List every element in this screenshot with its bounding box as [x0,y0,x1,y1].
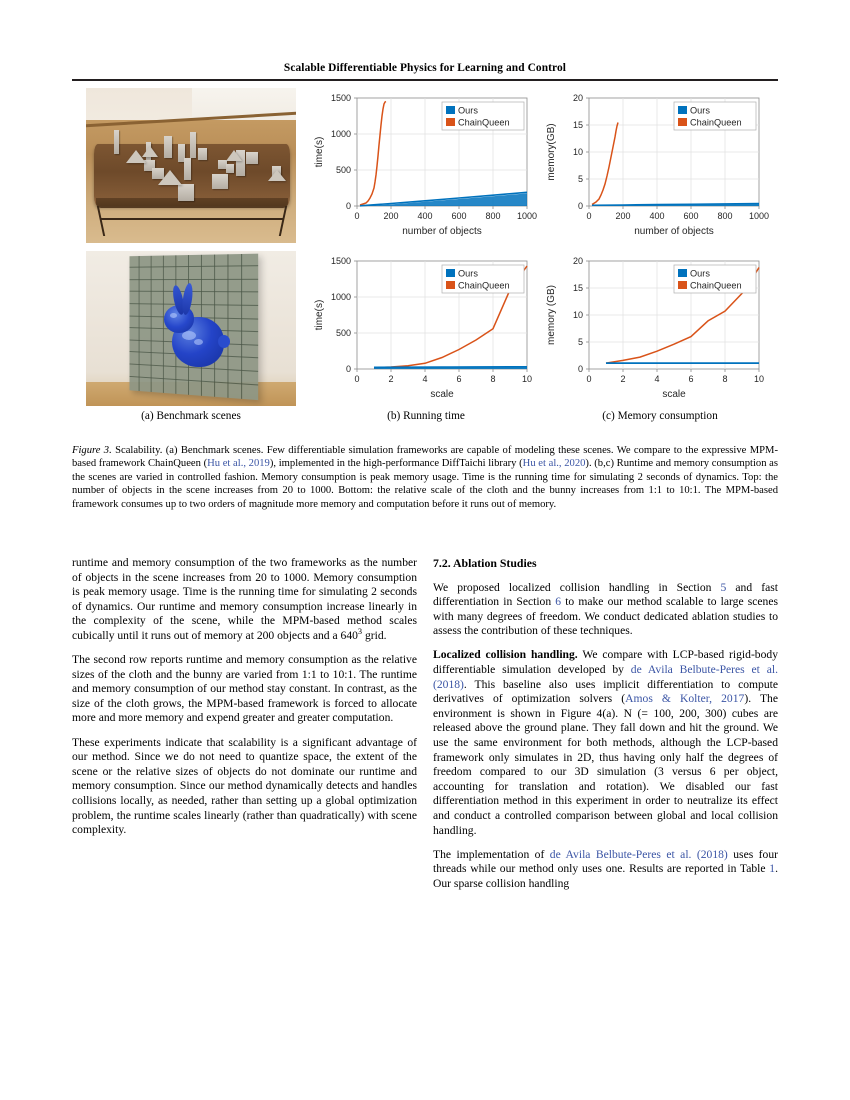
text-c: ). The environment is shown in Figure 4(a). N (= 100, 200, 300) cubes are released above the ground plane. They fall down and hit the ground. We use the same environment for both methods, although the LCP-based framework only simulates in 2D, thus having only half the degrees of freedom compared to our 3D simulation (3 versus 6 per object, accounting for translation and rotation). We disabled our fast differentiation method in this experiment in order to neutralize its effect and conduct a controlled comparison between global and local collision handling. [433,692,778,837]
svg-text:200: 200 [383,211,399,221]
bunny-behind-cloth-scene [86,251,296,406]
series-ours-stroke [374,367,527,368]
svg-text:2: 2 [620,374,626,384]
text-b: uses four threads while our method only uses one. Results are reported in Table [433,847,778,876]
svg-text:1000: 1000 [748,211,770,221]
y-axis-label: time(s) [314,136,325,168]
svg-text:500: 500 [335,165,351,175]
svg-text:0: 0 [345,364,351,374]
x-axis-label: scale [430,389,454,400]
svg-text:10: 10 [572,310,583,320]
citation-hu-2019[interactable]: Hu et al., 2019 [207,458,270,470]
text-c: to make our method scalable to large scenes with many degrees of freedom. We conduct dedicated ablation studies to assess the contribution of these techniques. [433,595,778,638]
svg-text:0: 0 [577,201,583,211]
section-ref-5[interactable]: 5 [720,580,727,594]
paragraph-second-row: The second row reports runtime and memory consumption as the relative sizes of the cloth and the bunny are varied from 1:1 to 10:1. The runtime and memory consumption of our method stay constant. In contrast, as the size of the cloth grows, the MPM-based framework is forced to allocate more and more memory and expend greater and greater computation. [72,653,417,725]
x-axis-label: number of objects [634,226,714,237]
svg-text:0: 0 [354,374,360,384]
scene-block [246,152,258,164]
y-axis-label: memory (GB) [546,285,557,345]
paragraph-implementation [433,848,778,892]
section-ref-6[interactable]: 6 [555,595,562,609]
svg-text:Ours: Ours [690,105,710,116]
paragraph-text-tail: grid. [362,628,387,642]
citation-belbute-peres-2018[interactable]: de Avila Belbute-Peres et al. (2018) [433,663,778,691]
subcaption-c: (c) Memory consumption [602,410,718,422]
svg-text:600: 600 [683,211,699,221]
svg-text:1000: 1000 [330,292,351,302]
svg-text:8: 8 [722,374,728,384]
legend [442,102,524,130]
text-b: . This baseline also uses implicit differentiation to compute derivatives of optimization solvers ( [433,677,778,706]
svg-text:800: 800 [717,211,733,221]
svg-text:0: 0 [586,374,592,384]
svg-text:600: 600 [451,211,467,221]
svg-text:20: 20 [572,256,583,266]
x-axis-label: number of objects [402,226,482,237]
svg-text:1000: 1000 [330,129,351,139]
header-rule [72,79,778,81]
svg-text:0: 0 [354,211,360,221]
caption-part-1: Scalability. (a) Benchmark scenes. Few differentiable simulation frameworks are capable of modeling these scenes. We compare to the expressive MPM-based framework ChainQueen ( [72,445,778,470]
svg-text:1500: 1500 [330,256,351,266]
citation-amos-kolter-2017[interactable]: Amos & Kolter, 2017 [625,692,745,706]
svg-text:Ours: Ours [458,105,478,116]
subcaption-row [72,410,778,426]
svg-text:10: 10 [753,374,765,384]
subcaption-b: (b) Running time [387,410,465,422]
svg-text:200: 200 [615,211,631,221]
scene-block [212,174,228,189]
y-axis-label: memory(GB) [546,123,557,181]
figure-caption [72,444,778,511]
svg-text:15: 15 [572,120,583,130]
runin-heading-localized-collision: Localized collision handling. [433,648,578,662]
chart-memory-vs-scale [542,251,774,406]
svg-text:1000: 1000 [516,211,538,221]
svg-text:10: 10 [572,147,583,157]
scene-block [198,148,207,160]
svg-text:6: 6 [688,374,694,384]
legend [442,265,524,293]
svg-text:6: 6 [456,374,462,384]
svg-text:ChainQueen: ChainQueen [458,117,510,128]
svg-text:5: 5 [577,174,583,184]
figure-3 [72,88,778,422]
text-a: We proposed localized collision handling in Section [433,580,721,594]
svg-text:2: 2 [388,374,394,384]
x-axis-label: scale [662,389,686,400]
svg-text:Ours: Ours [690,268,710,279]
legend [674,265,756,293]
body-column-left [72,556,417,847]
svg-text:1500: 1500 [330,93,351,103]
citation-belbute-peres-2018-2[interactable]: de Avila Belbute-Peres et al. (2018) [549,847,728,861]
svg-text:0: 0 [345,201,351,211]
table-ref-1[interactable]: 1 [769,862,776,876]
y-axis-label: time(s) [314,299,325,331]
svg-text:0: 0 [586,211,592,221]
svg-text:Ours: Ours [458,268,478,279]
svg-text:10: 10 [521,374,533,384]
paragraph-scalability: These experiments indicate that scalability is a significant advantage of our method. Since we do not need to quantize space, the extent of the scene or the relative sizes of objects do not dominate our runtime and memory consumption. Since our method dynamically detects and handles collisions locally, as needed, rather than setting up a global optimization problem, the runtime scales linearly (rather than quadratically) with scene complexity. [72,735,417,837]
scene-block [114,130,119,154]
paragraph-ablation-intro [433,581,778,639]
svg-text:4: 4 [422,374,428,384]
scene-block [164,136,172,158]
scene-block [178,184,194,201]
chart-running-time-vs-scale [310,251,542,406]
chart-memory-vs-objects [542,88,774,243]
svg-text:400: 400 [649,211,665,221]
svg-text:800: 800 [485,211,501,221]
svg-text:400: 400 [417,211,433,221]
svg-text:ChainQueen: ChainQueen [690,280,742,291]
text-a: The implementation of [433,847,550,861]
grid-exponent: 3 [357,627,363,637]
text-b: and fast differentiation in Section [433,580,778,609]
cubes-on-table-scene [86,88,296,243]
caption-part-2: ), implemented in the high-performance DiffTaichi library ( [269,458,523,470]
body-column-right [433,556,778,901]
scene-pyramid [158,170,182,185]
legend [674,102,756,130]
text-a: We compare with LCP-based rigid-body differentiable simulation developed by [433,648,778,677]
scene-pyramid [268,170,286,181]
svg-text:0: 0 [577,364,583,374]
subcaption-a: (a) Benchmark scenes [141,410,241,422]
svg-text:4: 4 [654,374,660,384]
svg-text:20: 20 [572,93,583,103]
scene-block [190,132,196,158]
chart-running-time-vs-objects [310,88,542,243]
svg-text:5: 5 [577,337,583,347]
section-heading-ablation-studies: 7.2. Ablation Studies [433,556,537,570]
paragraph-text: runtime and memory consumption of the two frameworks as the number of objects in the scene increases from 20 to 1000. Memory consumption is peak memory usage. Time is the running time for simulating 2 seconds of dynamics. Our runtime and memory consumption increase linearly in the complexity of the scene, while the MPM-based method scales cubically until it runs out of memory at 200 objects and a 640 [72,556,417,642]
scene-pyramid [226,150,242,161]
svg-text:15: 15 [572,283,583,293]
benchmark-scenes-images [86,88,296,406]
caption-part-3: ). (b,c) Runtime and memory consumption as the scenes are varied in controlled fashion. Memory consumption is peak memory usage. Time is the running time for simulating 2 seconds of dynamics. Top: the number of objects in the scene increases from 20 to 1000. Bottom: the relative scale of the cloth and the bunny increases from 1:1 to 10:1. The MPM-based framework consumes up to two orders of magnitude more memory and computation before it runs out of memory. [72,458,778,510]
figure-label: Figure 3. [72,445,112,456]
scene-block [184,158,191,180]
scene-block [226,164,234,173]
svg-text:8: 8 [490,374,496,384]
svg-text:ChainQueen: ChainQueen [690,117,742,128]
text-c: . Our sparse collision handling [433,862,778,890]
svg-text:500: 500 [335,328,351,338]
paragraph-runtime-memory [72,556,417,644]
running-head: Scalable Differentiable Physics for Learning and Control [283,62,567,74]
bunny-mesh [164,287,226,371]
paragraph-localized-collision [433,648,778,838]
svg-text:ChainQueen: ChainQueen [458,280,510,291]
scene-pyramid [142,146,158,157]
citation-hu-2020[interactable]: Hu et al., 2020 [522,458,586,470]
scene-table-rail [100,218,284,220]
